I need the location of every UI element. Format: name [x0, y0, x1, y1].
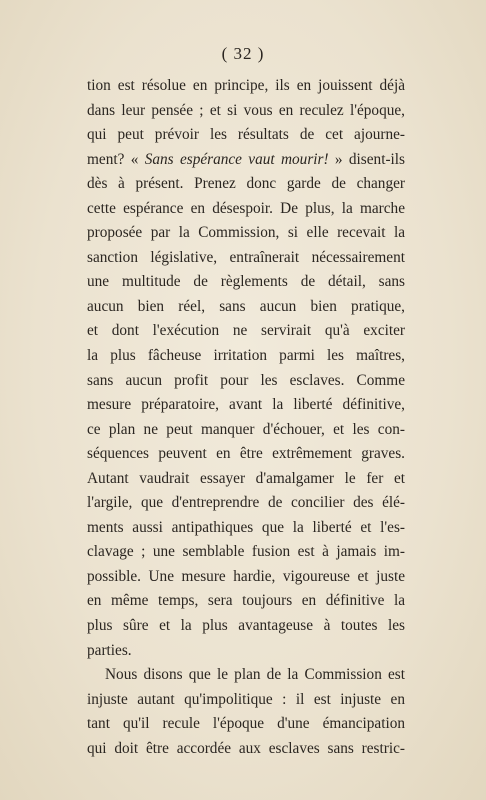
text-line: cette espérance en désespoir. De plus, la marche: [87, 199, 405, 217]
text-segment: » disent-ils: [328, 150, 405, 168]
text-line: parties.: [87, 641, 132, 659]
text-line: ce plan ne peut manquer d'échouer, et les con-: [87, 420, 405, 438]
text-line: [87, 148, 405, 173]
text-line: en même temps, sera toujours en définitive la: [87, 592, 405, 610]
text-line: proposée par la Commission, si elle recevait la: [87, 224, 405, 242]
text-line: qui peut prévoir les résultats de cet ajourne-: [87, 126, 405, 144]
text-line: sanction législative, entraînerait nécessairement: [87, 248, 405, 266]
text-line: une multitude de règlements de détail, sans: [87, 273, 405, 291]
italic-quote: Sans espérance vaut mourir!: [144, 150, 329, 168]
text-line: dès à présent. Prenez donc garde de changer: [87, 175, 405, 193]
text-line: clavage ; une semblable fusion est à jamais im-: [87, 543, 405, 561]
page-number: ( 32 ): [221, 44, 265, 63]
text-line: possible. Une mesure hardie, vigoureuse et juste: [87, 567, 405, 585]
text-line: Nous disons que le plan de la Commission est: [105, 666, 405, 684]
text-line: mesure préparatoire, avant la liberté définitive,: [87, 396, 405, 414]
text-line: tant qu'il recule l'époque d'une émancipation: [87, 715, 405, 733]
text-line: sans aucun profit pour les esclaves. Comme: [87, 371, 405, 389]
text-line: ments aussi antipathiques que la liberté et l'es-: [87, 518, 405, 536]
text-line: injuste autant qu'impolitique : il est injuste en: [87, 690, 405, 708]
text-line: qui doit être accordée aux esclaves sans restric-: [87, 739, 405, 757]
text-line: Autant vaudrait essayer d'amalgamer le fer et: [87, 469, 405, 487]
text-line: tion est résolue en principe, ils en jouissent déjà: [87, 77, 405, 94]
text-line: plus sûre et la plus avantageuse à toutes les: [87, 617, 405, 635]
text-line: dans leur pensée ; et si vous en reculez l'époque,: [87, 101, 405, 119]
text-line: aucun bien réel, sans aucun bien pratique,: [87, 297, 405, 315]
text-line: l'argile, que d'entreprendre de concilier des élé-: [87, 494, 405, 512]
text-line: la plus fâcheuse irritation parmi les maîtres,: [87, 347, 405, 365]
body-text: [87, 74, 405, 761]
text-line: et dont l'exécution ne servirait qu'à exciter: [87, 322, 405, 340]
text-segment: ment? «: [87, 150, 145, 168]
text-line: séquences peuvent en être extrêmement graves.: [87, 445, 405, 463]
